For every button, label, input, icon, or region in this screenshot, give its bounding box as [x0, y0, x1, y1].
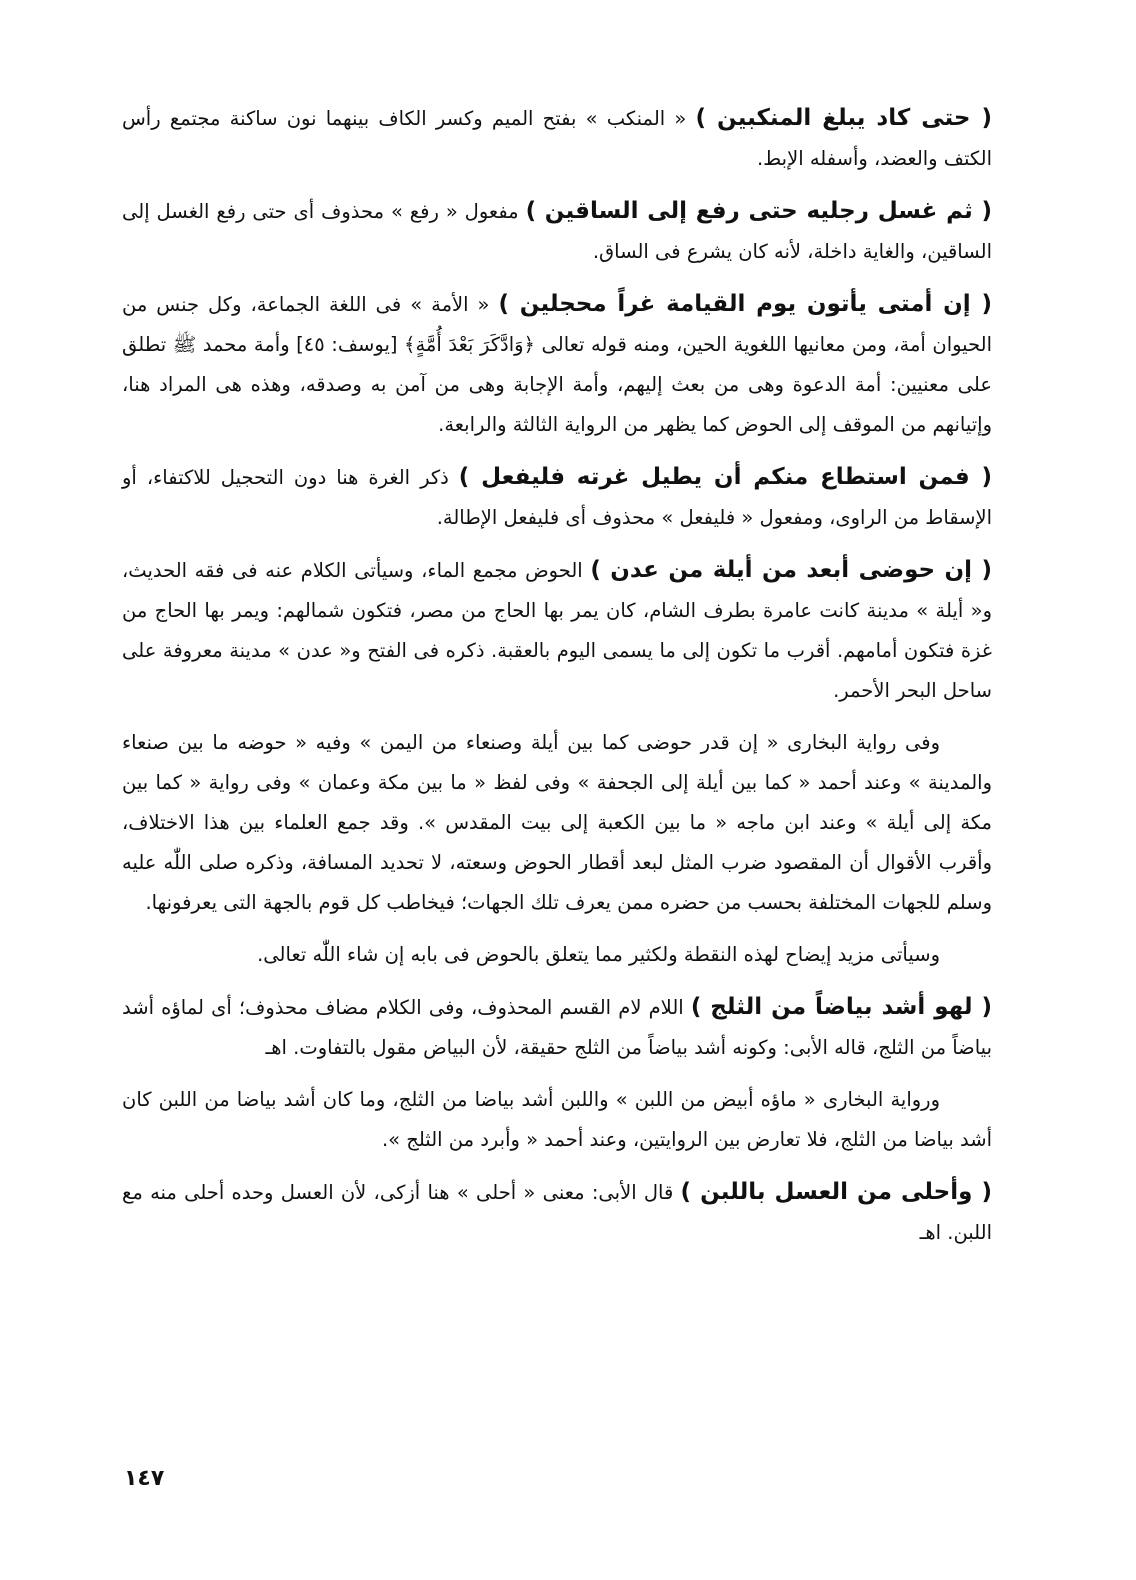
paragraph-5-heading: ( إن حوضى أبعد من أيلة من عدن ): [590, 557, 992, 583]
paragraph-5: [122, 550, 992, 711]
paragraph-5-text: الحوض مجمع الماء، وسيأتى الكلام عنه فى فقه الحديث، و« أيلة » مدينة كانت عامرة بطرف الشام، كان يمر بها الحاج من مصر، فتكون شمالهم: ويمر بها الحاج من غزة فتكون أمامهم. أقرب ما تكون إلى ما يسمى اليوم بالعقبة. ذكره فى الفتح و« عدن » مدينة معروفة على ساحل البحر الأحمر.: [122, 559, 992, 702]
paragraph-6: [122, 723, 992, 923]
paragraph-1-heading: ( حتى كاد يبلغ المنكبين ): [695, 105, 992, 131]
paragraph-1: [122, 98, 992, 179]
paragraph-4: [122, 457, 992, 538]
page-body: [122, 98, 992, 1518]
page-number: ١٤٧: [124, 1466, 165, 1491]
paragraph-6-text: وفى رواية البخارى « إن قدر حوضى كما بين أيلة وصنعاء من اليمن » وفيه « حوضه ما بين صنعاء والمدينة » وعند أحمد « كما بين أيلة إلى الجحفة » وفى لفظ « ما بين مكة وعمان » وفى رواية « كما بين مكة إلى أيلة » وعند ابن ماجه « ما بين الكعبة إلى بيت المقدس ». وقد جمع العلماء بين هذا الاختلاف، وأقرب الأقوال أن المقصود ضرب المثل لبعد أقطار الحوض وسعته، لا تحديد المسافة، وذكره صلى اللّٰه عليه وسلم للجهات المختلفة بحسب من حضره ممن يعرف تلك الجهات؛ فيخاطب كل قوم بالجهة التى يعرفونها.: [122, 731, 992, 914]
paragraph-2-text: مفعول « رفع » محذوف أى حتى رفع الغسل إلى الساقين، والغاية داخلة، لأنه كان يشرع فى الساق.: [122, 200, 992, 263]
paragraph-2-heading: ( ثم غسل رجليه حتى رفع إلى الساقين ): [525, 198, 993, 224]
paragraph-4-text: ذكر الغرة هنا دون التحجيل للاكتفاء، أو الإسقاط من الراوى، ومفعول « فليفعل » محذوف أى فليفعل الإطالة.: [122, 466, 992, 529]
paragraph-10-heading: ( وأحلى من العسل باللبن ): [680, 1179, 992, 1205]
paragraph-8-heading: ( لهو أشد بياضاً من الثلج ): [690, 994, 992, 1020]
paragraph-3-heading: ( إن أمتى يأتون يوم القيامة غراً محجلين ): [498, 291, 992, 317]
paragraph-2: [122, 191, 992, 272]
paragraph-1-text: « المنكب » بفتح الميم وكسر الكاف بينهما نون ساكنة مجتمع رأس الكتف والعضد، وأسفله الإبط.: [122, 107, 992, 170]
paragraph-9: [122, 1080, 992, 1160]
paragraph-10: [122, 1172, 992, 1253]
paragraph-4-heading: ( فمن استطاع منكم أن يطيل غرته فليفعل ): [458, 464, 992, 490]
paragraph-10-text: قال الأبى: معنى « أحلى » هنا أزكى، لأن العسل وحده أحلى منه مع اللبن. اهـ: [122, 1181, 992, 1244]
paragraph-8-text: اللام لام القسم المحذوف، وفى الكلام مضاف محذوف؛ أى لماؤه أشد بياضاً من الثلج، قاله الأبى: وكونه أشد بياضاً من الثلج حقيقة، لأن البياض مقول بالتفاوت. اهـ: [122, 996, 992, 1059]
paragraph-8: [122, 987, 992, 1068]
paragraph-3-text: « الأمة » فى اللغة الجماعة، وكل جنس من الحيوان أمة، ومن معانيها اللغوية الحين، ومنه قوله تعالى ﴿وَادَّكَرَ بَعْدَ أُمَّةٍ﴾ [يوسف: ٤٥] وأمة محمد ﷺ تطلق على معنيين: أمة الدعوة وهى من بعث إليهم، وأمة الإجابة وهى من آمن به وصدقه، وهذه هى المراد هنا، وإتيانهم من الموقف إلى الحوض كما يظهر من الرواية الثالثة والرابعة.: [122, 293, 993, 436]
paragraph-9-text: ورواية البخارى « ماؤه أبيض من اللبن » واللبن أشد بياضا من الثلج، وما كان أشد بياضا من اللبن كان أشد بياضا من الثلج، فلا تعارض بين الروايتين، وعند أحمد « وأبرد من الثلج ».: [122, 1088, 992, 1151]
paragraph-7: [122, 935, 992, 975]
paragraph-7-text: وسيأتى مزيد إيضاح لهذه النقطة ولكثير مما يتعلق بالحوض فى بابه إن شاء اللّٰه تعالى.: [257, 943, 940, 966]
paragraph-3: [122, 284, 992, 445]
